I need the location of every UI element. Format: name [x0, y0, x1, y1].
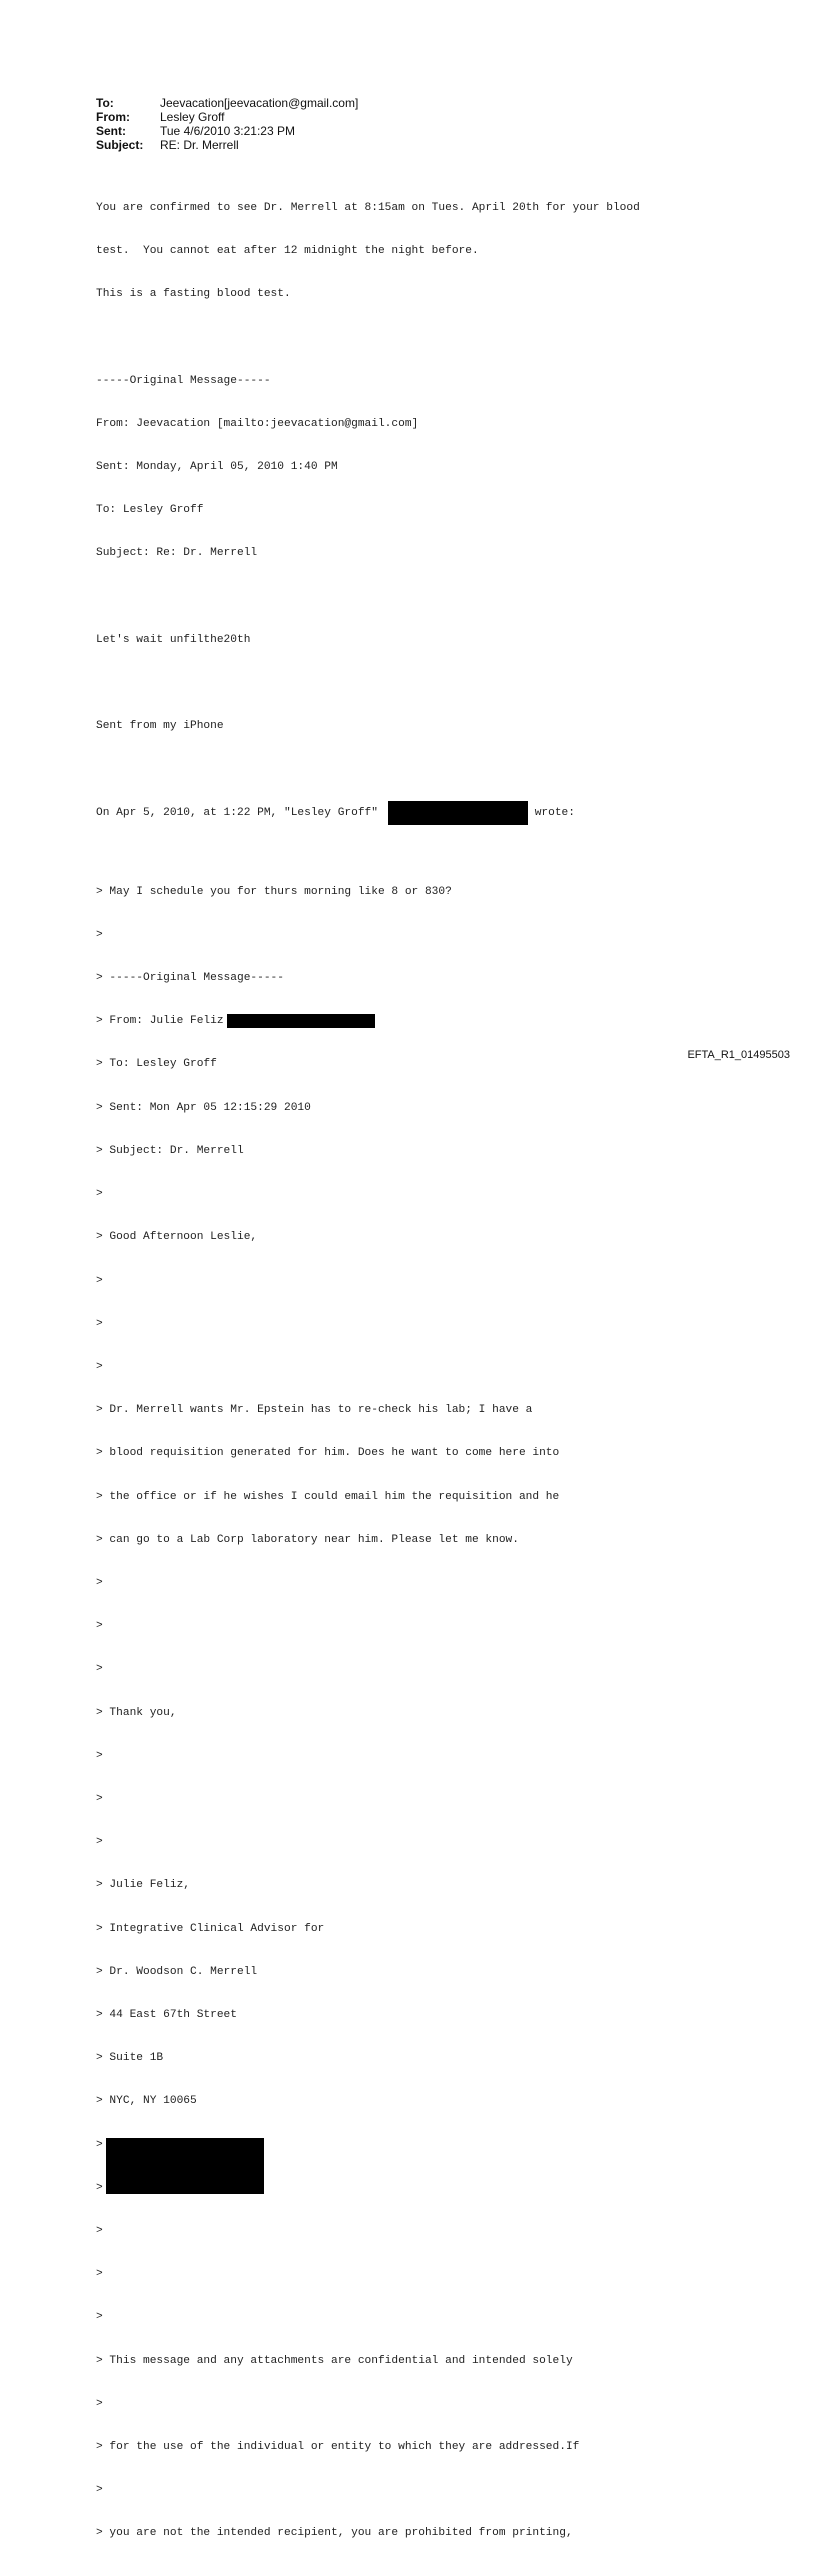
original-to: To: Lesley Groff	[96, 504, 204, 517]
header-sent-row	[96, 124, 358, 138]
quote-signature: > Dr. Woodson C. Merrell	[96, 1965, 258, 1978]
quote-paragraph: > blood requisition generated for him. Does he want to come here into	[96, 1447, 560, 1460]
quote-marker: >	[96, 2268, 103, 2281]
quote-marker: >	[96, 2484, 103, 2497]
original-from: From: Jeevacation [mailto:jeevacation@gmail.com]	[96, 417, 419, 430]
reply-line: test. You cannot eat after 12 midnight the night before.	[96, 245, 479, 258]
quote-subject: > Subject: Dr. Merrell	[96, 1144, 244, 1157]
sent-label: Sent:	[96, 124, 126, 138]
quote-paragraph: > can go to a Lab Corp laboratory near him. Please let me know.	[96, 1533, 519, 1546]
quote-confidential: > you are not the intended recipient, you are prohibited from printing,	[96, 2527, 573, 2540]
email-body	[96, 172, 640, 2555]
quote-signature: > Suite 1B	[96, 2052, 164, 2065]
quote-marker: >	[96, 2311, 103, 2324]
redaction-box	[388, 801, 528, 825]
original-sent: Sent: Monday, April 05, 2010 1:40 PM	[96, 461, 338, 474]
on-date-line	[96, 806, 640, 820]
header-subject-row	[96, 138, 358, 152]
wait-line: Let's wait unfilthe20th	[96, 633, 251, 646]
quote-marker: >	[96, 1576, 103, 1589]
redaction-box	[227, 1014, 375, 1028]
quote-signature: > Julie Feliz,	[96, 1879, 190, 1892]
quote-marker: >	[96, 1188, 103, 1201]
reply-line: This is a fasting blood test.	[96, 288, 291, 301]
from-label: From:	[96, 110, 130, 124]
original-subject: Subject: Re: Dr. Merrell	[96, 547, 258, 560]
quote-marker: >	[96, 1749, 103, 1762]
quote-marker: >	[96, 2181, 103, 2194]
email-header	[96, 96, 358, 152]
quote-marker: >	[96, 1274, 103, 1287]
sent-from-line: Sent from my iPhone	[96, 720, 224, 733]
quote-signature: > NYC, NY 10065	[96, 2095, 197, 2108]
quote-marker: >	[96, 928, 103, 941]
original-message-divider: -----Original Message-----	[96, 374, 271, 387]
from-value: Lesley Groff	[160, 110, 225, 124]
quote-marker: >	[96, 1317, 103, 1330]
quote-confidential: > for the use of the individual or entity to which they are addressed.If	[96, 2440, 580, 2453]
header-to-row	[96, 96, 358, 110]
quote-sent: > Sent: Mon Apr 05 12:15:29 2010	[96, 1101, 311, 1114]
quote-thanks: > Thank you,	[96, 1706, 177, 1719]
subject-value: RE: Dr. Merrell	[160, 138, 239, 152]
sent-value: Tue 4/6/2010 3:21:23 PM	[160, 124, 295, 138]
quote-to: > To: Lesley Groff	[96, 1058, 217, 1071]
quote-greeting: > Good Afternoon Leslie,	[96, 1231, 258, 1244]
quote-marker: >	[96, 2224, 103, 2237]
quote-divider: > -----Original Message-----	[96, 972, 284, 985]
header-from-row	[96, 110, 358, 124]
on-date-prefix: On Apr 5, 2010, at 1:22 PM, "Lesley Groff"	[96, 806, 385, 819]
document-id: EFTA_R1_01495503	[687, 1049, 790, 1061]
quote-paragraph: > Dr. Merrell wants Mr. Epstein has to re-check his lab; I have a	[96, 1404, 533, 1417]
quote-marker: >	[96, 1620, 103, 1633]
quote-from: > From: Julie Feliz	[96, 1015, 224, 1028]
on-date-suffix: wrote:	[534, 806, 575, 819]
quote-marker: >	[96, 1836, 103, 1849]
quote-confidential: > This message and any attachments are confidential and intended solely	[96, 2354, 573, 2367]
quote-paragraph: > the office or if he wishes I could email him the requisition and he	[96, 1490, 560, 1503]
quote-line: > May I schedule you for thurs morning like 8 or 830?	[96, 885, 452, 898]
quote-marker: >	[96, 1792, 103, 1805]
to-label: To:	[96, 96, 114, 110]
quote-marker: >	[96, 1360, 103, 1373]
quote-marker: >	[96, 2397, 103, 2410]
to-value: Jeevacation[jeevacation@gmail.com]	[160, 96, 359, 110]
quote-marker-redacted: >	[96, 2138, 640, 2152]
quote-signature: > Integrative Clinical Advisor for	[96, 1922, 325, 1935]
quote-signature: > 44 East 67th Street	[96, 2008, 237, 2021]
quote-from-line	[96, 1014, 640, 1028]
quote-marker: >	[96, 1663, 103, 1676]
subject-label: Subject:	[96, 138, 144, 152]
reply-line: You are confirmed to see Dr. Merrell at 8:15am on Tues. April 20th for your blood	[96, 201, 640, 214]
